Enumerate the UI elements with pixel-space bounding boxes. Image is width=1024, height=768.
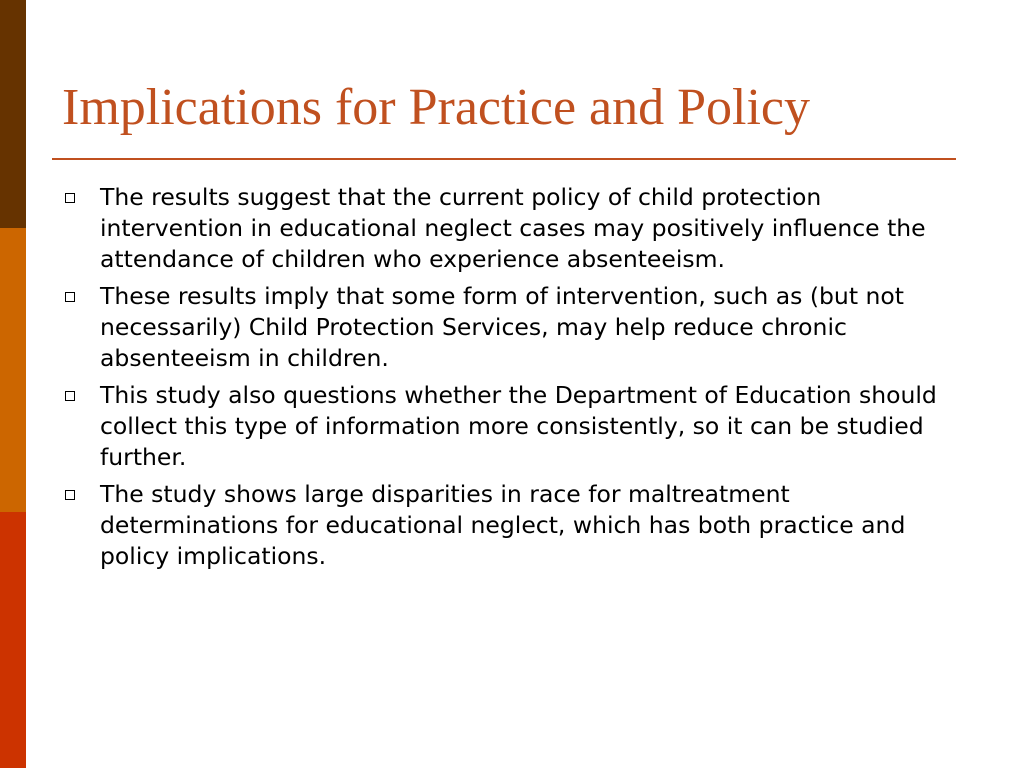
slide-title: Implications for Practice and Policy (62, 79, 811, 136)
bullet-item (62, 380, 962, 473)
hollow-square-bullet-icon (65, 490, 75, 500)
bullet-text: These results imply that some form of intervention, such as (but not necessarily) Child Protection Services, may help reduce chronic absenteeism in children. (100, 282, 904, 372)
bullet-item (62, 182, 962, 275)
hollow-square-bullet-icon (65, 391, 75, 401)
bullet-list (62, 182, 962, 578)
bullet-text: This study also questions whether the Department of Education should collect this type of information more consistently, so it can be studied further. (100, 381, 937, 471)
bullet-text: The results suggest that the current policy of child protection intervention in educational neglect cases may positively influence the attendance of children who experience absenteeism. (100, 183, 926, 273)
side-bar-segment-middle (0, 228, 26, 512)
side-color-bar (0, 0, 26, 768)
bullet-text: The study shows large disparities in race for maltreatment determinations for educational neglect, which has both practice and policy implications. (100, 480, 906, 570)
hollow-square-bullet-icon (65, 292, 75, 302)
bullet-item (62, 281, 962, 374)
side-bar-segment-bottom (0, 512, 26, 768)
side-bar-segment-top (0, 0, 26, 228)
bullet-item (62, 479, 962, 572)
title-underline-rule (52, 158, 956, 160)
hollow-square-bullet-icon (65, 193, 75, 203)
